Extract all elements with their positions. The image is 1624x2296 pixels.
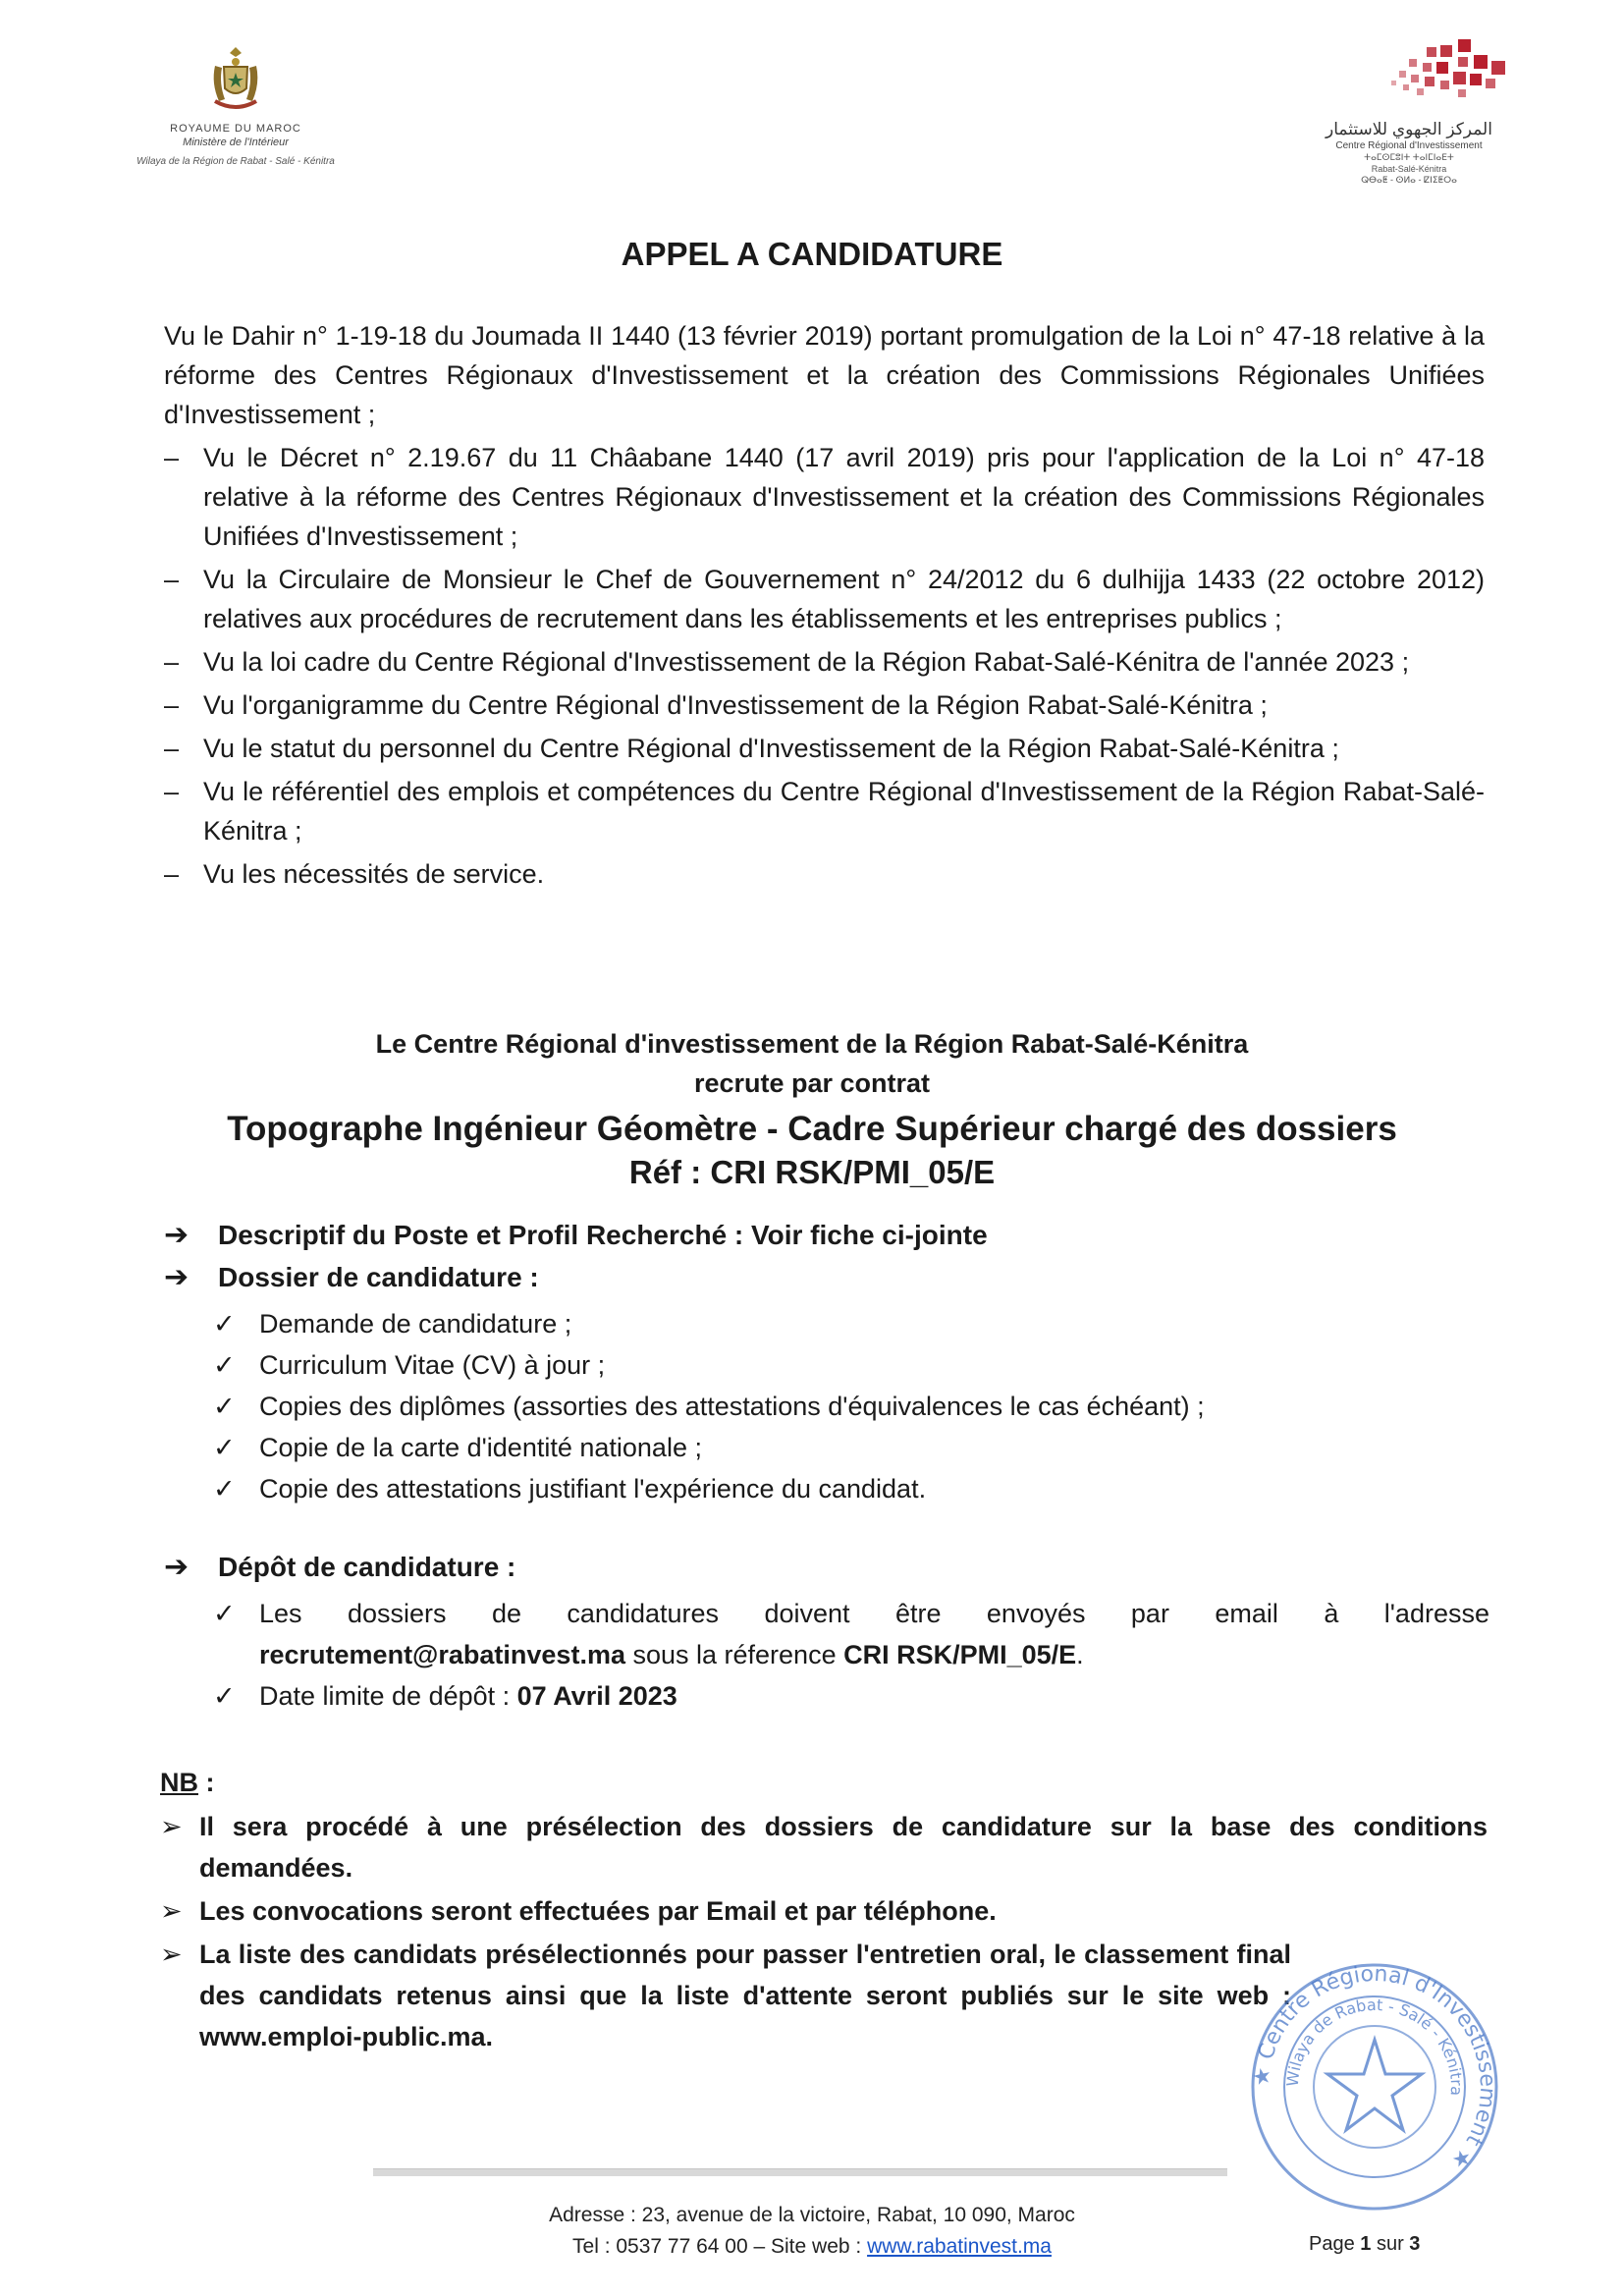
dossier-item <box>213 1344 1489 1386</box>
stamp-outer-text: ★ Centre Régional d'Investissement ★ <box>1249 1961 1500 2174</box>
arrow-icon: ➔ <box>164 1219 189 1251</box>
considerant-text: Vu le statut du personnel du Centre Régional d'Investissement de la Région Rabat-Salé-Kénitra ; <box>203 734 1339 763</box>
page-title: APPEL A CANDIDATURE <box>621 236 1003 272</box>
position-reference: Réf : CRI RSK/PMI_05/E <box>628 1154 996 1190</box>
dossier-item <box>213 1427 1489 1468</box>
email-address: recrutement@rabatinvest.ma <box>259 1640 625 1669</box>
depot-reference: CRI RSK/PMI_05/E <box>843 1640 1077 1669</box>
considerant-item <box>164 772 1485 850</box>
announcement-line1: Le Centre Régional d'investissement de la Région Rabat-Salé-Kénitra <box>375 1029 1249 1059</box>
footer-site-link[interactable]: www.rabatinvest.ma <box>867 2235 1052 2258</box>
announcement-line2: recrute par contrat <box>693 1068 931 1098</box>
considerant-text: Vu le Décret n° 2.19.67 du 11 Châabane 1440 (17 avril 2019) pris pour l'application de la Loi n° 47-18 relative à la réforme des Centres Régionaux d'Investissement et la création des Commissions Régionales Unifiées d'Investissement ; <box>203 443 1485 551</box>
depot-send-text-3: . <box>1076 1640 1084 1669</box>
considerant-text: Vu le référentiel des emplois et compétences du Centre Régional d'Investissement de la Région Rabat-Salé-Kénitra ; <box>203 777 1485 846</box>
dossier-item <box>213 1386 1489 1427</box>
considerant-item <box>164 642 1485 682</box>
page-total: 3 <box>1409 2233 1421 2255</box>
profile-text: Descriptif du Poste et Profil Recherché : Voir fiche ci-jointe <box>218 1220 988 1250</box>
check-icon: ✓ <box>213 1392 236 1421</box>
footer-divider <box>373 2168 1227 2176</box>
header-right-line3: Rabat-Salé-Kénitra <box>1371 164 1447 174</box>
check-icon: ✓ <box>213 1599 236 1628</box>
official-stamp <box>1247 1959 1502 2219</box>
header-left-line1: ROYAUME DU MAROC <box>170 123 301 135</box>
triangle-arrow-icon: ➢ <box>160 1896 183 1926</box>
check-icon: ✓ <box>213 1474 236 1503</box>
footer-phone: Tel : 0537 77 64 00 – Site web : <box>572 2235 868 2258</box>
check-icon: ✓ <box>213 1350 236 1380</box>
header-right-line1: Centre Régional d'Investissement <box>1335 140 1483 151</box>
dossier-item-text: Demande de candidature ; <box>259 1309 572 1339</box>
header-left-line2: Ministère de l'Intérieur <box>183 137 289 148</box>
considerant-item <box>164 438 1485 556</box>
header-right-arabic: المركز الجهوي للاستثمار <box>1326 120 1492 138</box>
deadline-item <box>213 1675 1489 1717</box>
considerant-text: Vu l'organigramme du Centre Régional d'Investissement de la Région Rabat-Salé-Kénitra ; <box>203 690 1268 720</box>
position-title: Topographe Ingénieur Géomètre - Cadre Supérieur chargé des dossiers <box>227 1110 1397 1148</box>
page-middle: sur <box>1371 2233 1410 2255</box>
deadline-date: 07 Avril 2023 <box>516 1681 677 1711</box>
dossier-item-text: Copie des attestations justifiant l'expérience du candidat. <box>259 1474 927 1503</box>
dash-bullet: – <box>164 690 180 720</box>
page-number <box>1309 2233 1420 2256</box>
header-right-line4: ⵕⴱⴰⵟ - ⵙⵍⴰ - ⵇⵏⵉⵟⵔⴰ <box>1361 175 1457 185</box>
check-icon: ✓ <box>213 1309 236 1339</box>
nb-item-text: Les convocations seront effectuées par Email et par téléphone. <box>199 1896 997 1926</box>
nb-colon: : <box>198 1768 215 1797</box>
nb-item <box>160 1890 1488 1932</box>
dash-bullet: – <box>164 565 180 594</box>
considerants-list <box>164 438 1485 898</box>
depot-send-text: Les dossiers de candidatures doivent être envoyés par email à l'adresse <box>259 1599 1489 1628</box>
page-prefix: Page <box>1309 2233 1361 2255</box>
dossier-list <box>213 1303 1489 1509</box>
dossier-item <box>213 1303 1489 1344</box>
arrow-icon: ➔ <box>164 1261 189 1293</box>
footer-address: Adresse : 23, avenue de la victoire, Rabat, 10 090, Maroc <box>549 2204 1075 2226</box>
stamp-inner-text: Wilaya de Rabat - Salé - Kénitra <box>1282 1995 1467 2097</box>
announcement-block <box>0 1024 1624 1193</box>
depot-label: Dépôt de candidature : <box>218 1552 516 1582</box>
dossier-item-text: Copies des diplômes (assorties des attestations d'équivalences le cas échéant) ; <box>259 1392 1205 1421</box>
depot-section <box>164 1552 1489 1717</box>
considerant-text: Vu les nécessités de service. <box>203 859 545 889</box>
svg-text:Wilaya de Rabat - Salé - Kénit <box>1283 1995 1466 2097</box>
stamp-seal-icon <box>1247 1959 1502 2214</box>
triangle-arrow-icon: ➢ <box>160 1940 183 1969</box>
triangle-arrow-icon: ➢ <box>160 1812 183 1841</box>
considerant-item <box>164 854 1485 894</box>
dossier-label: Dossier de candidature : <box>218 1262 539 1292</box>
dash-bullet: – <box>164 859 180 889</box>
header-right <box>1301 37 1517 186</box>
dash-bullet: – <box>164 443 180 472</box>
header-left-line3: Wilaya de la Région de Rabat - Salé - Kénitra <box>136 156 335 167</box>
considerant-item <box>164 729 1485 768</box>
dash-bullet: – <box>164 734 180 763</box>
cri-mosaic-logo-icon <box>1311 37 1507 111</box>
considerant-item <box>164 685 1485 725</box>
considerant-text: Vu la loi cadre du Centre Régional d'Investissement de la Région Rabat-Salé-Kénitra de l'année 2023 ; <box>203 647 1410 677</box>
check-icon: ✓ <box>213 1433 236 1462</box>
dossier-item-text: Copie de la carte d'identité nationale ; <box>259 1433 702 1462</box>
check-icon: ✓ <box>213 1681 236 1711</box>
considerant-item <box>164 560 1485 638</box>
intro-paragraph: Vu le Dahir n° 1-19-18 du Joumada II 1440 (13 février 2019) portant promulgation de la Loi n° 47-18 relative à la réforme des Centres Régionaux d'Investissement et la création des Commissions Régionales Unifiées d'Investissement ; <box>164 321 1485 429</box>
dossier-item <box>213 1468 1489 1509</box>
nb-label: NB <box>160 1768 198 1797</box>
header-left <box>108 44 363 167</box>
arrow-icon: ➔ <box>164 1551 189 1583</box>
dash-bullet: – <box>164 777 180 806</box>
nb-item-text: La liste des candidats présélectionnés pour passer l'entretien oral, le classement final des candidats retenus ainsi que la liste d'attente seront publiés sur le site web : www.emploi-public.ma. <box>199 1940 1291 2051</box>
header-right-line2: ⵜⴰⵎⵙⵎⵓⵏⵜ ⵜⴰⵏⵎⵏⴰⴹⵜ <box>1364 152 1454 162</box>
depot-item <box>213 1593 1489 1675</box>
considerant-text: Vu la Circulaire de Monsieur le Chef de Gouvernement n° 24/2012 du 6 dulhijja 1433 (22 octobre 2012) relatives aux procédures de recrutement dans les établissements et les entreprises publics ; <box>203 565 1485 633</box>
deadline-label: Date limite de dépôt : <box>259 1681 517 1711</box>
dossier-section <box>164 1262 1489 1509</box>
nb-item <box>160 1806 1488 1888</box>
page-current: 1 <box>1360 2233 1372 2255</box>
depot-list <box>213 1593 1489 1717</box>
coat-of-arms-icon <box>201 44 270 115</box>
depot-send-text-2: sous la réference <box>624 1640 844 1669</box>
dash-bullet: – <box>164 647 180 677</box>
nb-item-text: Il sera procédé à une présélection des dossiers de candidature sur la base des conditions demandées. <box>199 1812 1488 1883</box>
dossier-item-text: Curriculum Vitae (CV) à jour ; <box>259 1350 606 1380</box>
